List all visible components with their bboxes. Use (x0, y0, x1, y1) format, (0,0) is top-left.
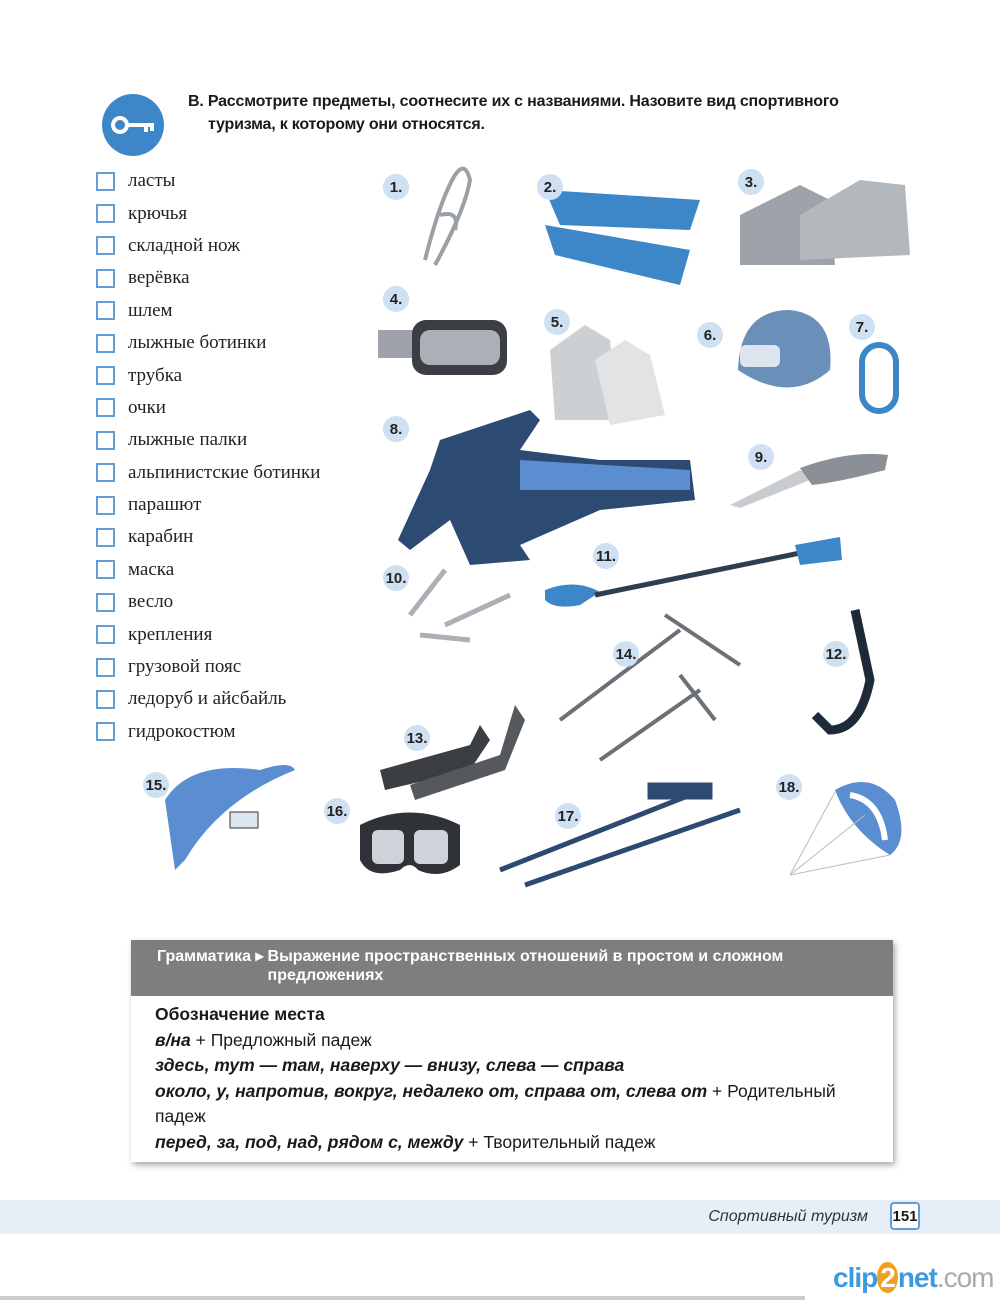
item-number: 4. (383, 286, 409, 312)
item-label: крепления (128, 623, 213, 645)
item-label: лыжные палки (128, 429, 248, 451)
grammar-label: Грамматика ▸ (157, 948, 264, 965)
prepositions: около, у, напротив, вокруг, недалеко от, справа от, слева от (155, 1080, 708, 1101)
goggles-image (378, 320, 507, 375)
grammar-box (131, 940, 893, 1162)
item-number: 15. (143, 772, 169, 798)
ski-boots-image (550, 325, 665, 425)
grammar-line-3 (155, 1079, 869, 1130)
item-number: 2. (537, 174, 563, 200)
task-line-1: B. Рассмотрите предметы, соотнесите их с названиями. Назовите вид спортивного (188, 93, 839, 110)
grammar-line-1 (155, 1028, 869, 1054)
prepositions: перед, за, под, над, рядом с, между (155, 1131, 464, 1152)
item-label: ласты (128, 170, 176, 192)
rope-image (425, 169, 470, 265)
case: + Родительный падеж (155, 1080, 836, 1126)
grammar-line-2 (155, 1053, 869, 1079)
helmet-image (738, 310, 831, 388)
carabiner-image (862, 345, 896, 411)
wm-d: .com (936, 1262, 994, 1293)
item-number: 17. (555, 803, 581, 829)
item-number: 7. (849, 314, 875, 340)
scrollbar[interactable] (0, 1296, 805, 1300)
item-number: 8. (383, 416, 409, 442)
case: + Предложный падеж (190, 1029, 372, 1050)
mask-image (360, 813, 460, 875)
grammar-title: Выражение пространственных отношений в простом и сложном предложениях (267, 948, 784, 984)
item-number: 12. (823, 641, 849, 667)
paddle-image (545, 537, 842, 607)
item-label: складной нож (128, 234, 241, 256)
item-label: верёвка (128, 267, 190, 289)
crampon-bindings-image (410, 570, 510, 640)
item-label: весло (128, 591, 174, 613)
wetsuit-image (398, 410, 695, 565)
item-label: ледоруб и айсбайль (128, 688, 287, 710)
item-label: гидрокостюм (128, 720, 236, 742)
section-title: Спортивный туризм (708, 1208, 868, 1225)
item-label: маска (128, 558, 175, 580)
item-label: трубка (128, 364, 183, 386)
item-number: 3. (738, 169, 764, 195)
wm-a: clip (833, 1262, 878, 1293)
item-number: 13. (404, 725, 430, 751)
item-number: 14. (613, 641, 639, 667)
fins-image (545, 190, 700, 285)
wm-b: 2 (877, 1262, 898, 1293)
item-number: 18. (776, 774, 802, 800)
item-label: парашют (128, 494, 202, 516)
ski-bindings-image (380, 705, 525, 800)
wm-c: net (897, 1262, 937, 1293)
item-label: лыжные ботинки (128, 332, 267, 354)
item-label: альпинистские ботинки (128, 461, 321, 483)
case: + Творительный падеж (463, 1131, 656, 1152)
watermark-logo (833, 1262, 994, 1294)
page-footer (0, 1200, 1000, 1234)
item-label: шлем (128, 299, 173, 321)
item-number: 5. (544, 309, 570, 335)
page-number: 151 (890, 1202, 920, 1230)
item-number: 9. (748, 444, 774, 470)
parachute-image (790, 782, 901, 875)
item-number: 10. (383, 565, 409, 591)
item-number: 6. (697, 322, 723, 348)
item-label: очки (128, 396, 166, 418)
adverbs: здесь, тут — там, наверху — внизу, слева — справа (155, 1055, 625, 1075)
grammar-line-4 (155, 1130, 869, 1156)
item-label: карабин (128, 526, 194, 548)
ski-poles-image (500, 785, 740, 885)
snorkel-image (815, 610, 870, 730)
item-number: 1. (383, 174, 409, 200)
item-label: крючья (128, 202, 188, 224)
weight-belt-image (165, 765, 295, 870)
mountaineering-boots-image (740, 180, 910, 265)
ice-axes-image (560, 615, 740, 760)
item-number: 11. (593, 543, 619, 569)
grammar-heading: Обозначение места (155, 1004, 325, 1024)
prepositions: в/на (155, 1029, 191, 1050)
item-label: грузовой пояс (128, 656, 242, 678)
item-number: 16. (324, 798, 350, 824)
grammar-header (131, 940, 893, 996)
task-line-2: туризма, к которому они относятся. (208, 116, 485, 133)
